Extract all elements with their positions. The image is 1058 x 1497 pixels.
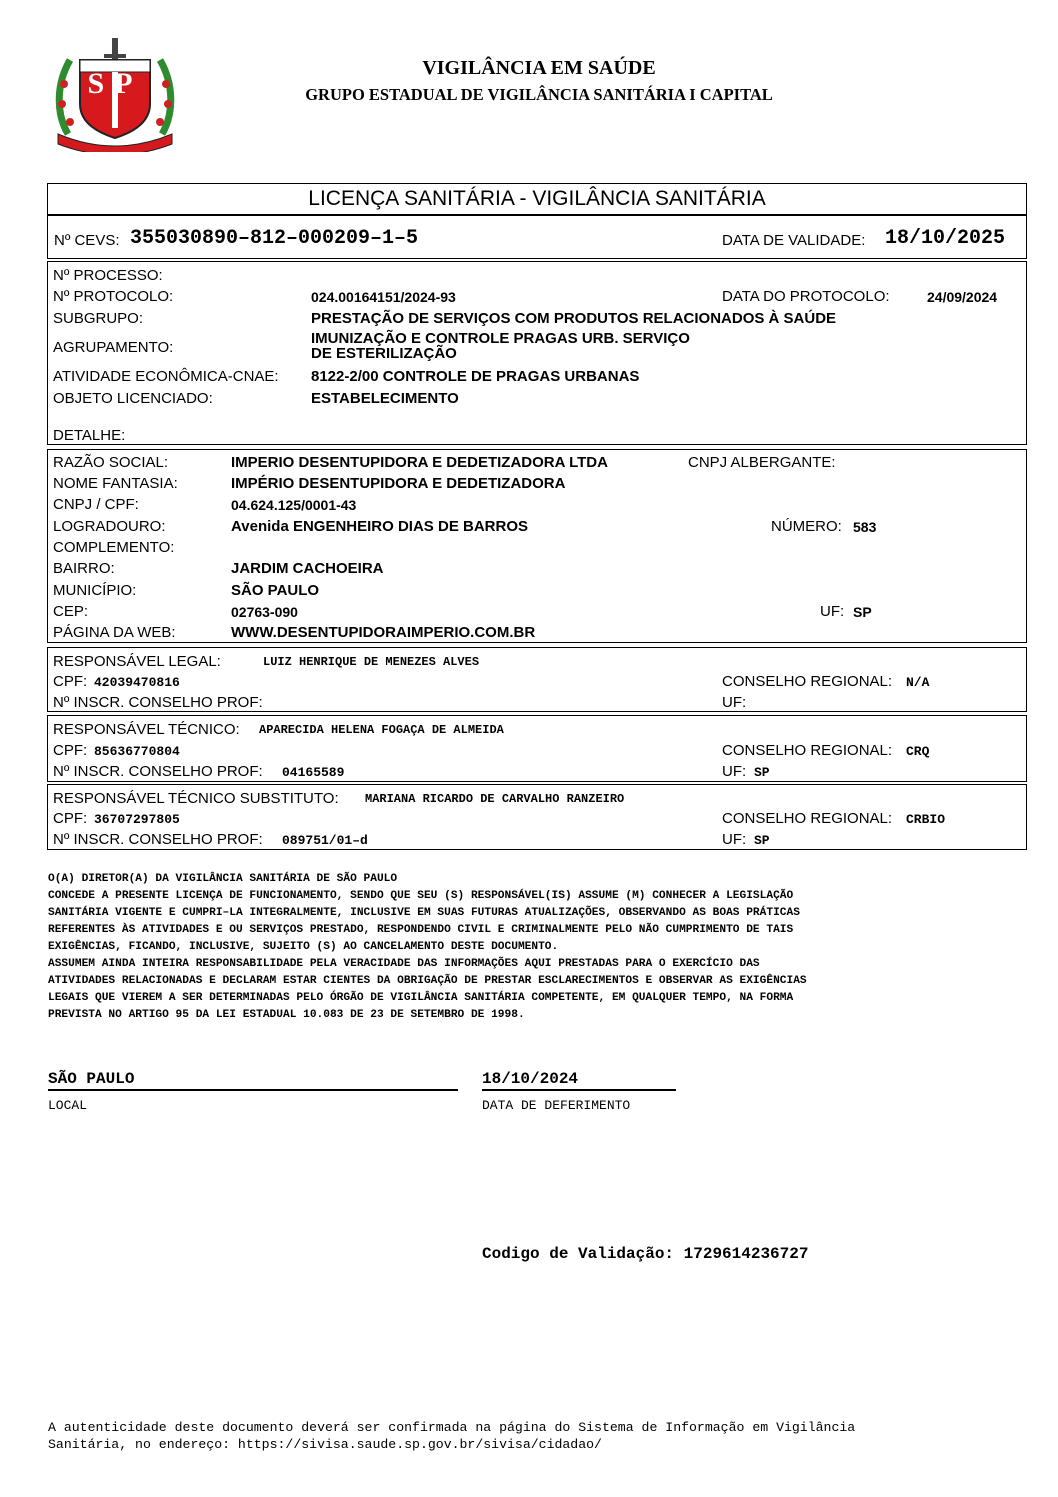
cnpj-albergante-label: CNPJ ALBERGANTE: [688, 454, 836, 471]
legal-label: RESPONSÁVEL LEGAL: [53, 653, 221, 670]
notice-line: O(A) DIRETOR(A) DA VIGILÂNCIA SANITÁRIA DE SÃO PAULO [48, 873, 398, 885]
footer-line-2: Sanitária, no endereço: https://sivisa.saude.sp.gov.br/sivisa/cidadao/ [48, 1437, 602, 1452]
technical-cpf: 85636770804 [94, 744, 180, 759]
agrupamento-line2: DE ESTERILIZAÇÃO [311, 345, 457, 362]
subgrupo-label: SUBGRUPO: [53, 310, 144, 327]
process-box [47, 261, 1027, 445]
notice-line: SANITÁRIA VIGENTE E CUMPRI–LA INTEGRALMENTE, INCLUSIVE EM SUAS FUTURAS ATUALIZAÇÕES, OBSERVANDO AS BOAS PRÁTICAS [48, 907, 800, 919]
company-box [47, 449, 1027, 643]
notice-line: EXIGÊNCIAS, FICANDO, INCLUSIVE, SUJEITO (S) AO CANCELAMENTO DESTE DOCUMENTO. [48, 941, 559, 953]
complemento-label: COMPLEMENTO: [53, 539, 175, 556]
legal-conselho: N/A [906, 675, 930, 690]
bairro-value: JARDIM CACHOEIRA [231, 560, 384, 577]
technical-conselho: CRQ [906, 744, 930, 759]
technical-name: APARECIDA HELENA FOGAÇA DE ALMEIDA [259, 723, 504, 737]
legal-inscr-label: Nº INSCR. CONSELHO PROF: [53, 694, 263, 711]
detalhe-label: DETALHE: [53, 427, 126, 444]
cevs-number: 355030890–812–000209–1–5 [130, 227, 419, 250]
substitute-label: RESPONSÁVEL TÉCNICO SUBSTITUTO: [53, 790, 339, 807]
local-label: LOCAL [48, 1098, 88, 1113]
substitute-name: MARIANA RICARDO DE CARVALHO RANZEIRO [365, 792, 625, 806]
legal-conselho-label: CONSELHO REGIONAL: [722, 673, 893, 690]
legal-cpf-label: CPF: [53, 673, 88, 690]
cnpj-label: CNPJ / CPF: [53, 496, 139, 513]
technical-uf: SP [754, 765, 770, 780]
logradouro-value: Avenida ENGENHEIRO DIAS DE BARROS [231, 518, 528, 535]
cnae-label: ATIVIDADE ECONÔMICA-CNAE: [53, 368, 279, 385]
technical-label: RESPONSÁVEL TÉCNICO: [53, 721, 240, 738]
header-subtitle: GRUPO ESTADUAL DE VIGILÂNCIA SANITÁRIA I CAPITAL [305, 85, 773, 104]
notice-line: ASSUMEM AINDA INTEIRA RESPONSABILIDADE PELA VERACIDADE DAS INFORMAÇÕES AQUI PRESTADAS PARA O EXERCÍCIO DAS [48, 958, 760, 970]
date-label: DATA DE DEFERIMENTO [482, 1098, 631, 1113]
processo-label: Nº PROCESSO: [53, 267, 163, 284]
razao-value: IMPERIO DESENTUPIDORA E DEDETIZADORA LTDA [231, 454, 608, 471]
technical-uf-label: UF: [722, 763, 747, 780]
substitute-conselho-label: CONSELHO REGIONAL: [722, 810, 893, 827]
substitute-cpf: 36707297805 [94, 812, 180, 827]
cep-label: CEP: [53, 603, 89, 620]
sp-state-coat-of-arms-logo [50, 34, 180, 152]
emblem-letters: SP [87, 67, 143, 100]
legal-cpf: 42039470816 [94, 675, 180, 690]
notice-line: CONCEDE A PRESENTE LICENÇA DE FUNCIONAMENTO, SENDO QUE SEU (S) RESPONSÁVEL(IS) ASSUME (M) CONHECER A LEGISLAÇÃO [48, 890, 794, 902]
substitute-inscr-label: Nº INSCR. CONSELHO PROF: [53, 831, 263, 848]
validity-label: DATA DE VALIDADE: [722, 232, 866, 249]
protocolo-value: 024.00164151/2024-93 [311, 289, 456, 305]
logradouro-label: LOGRADOURO: [53, 518, 166, 535]
local-value: SÃO PAULO [48, 1070, 135, 1088]
substitute-cpf-label: CPF: [53, 810, 88, 827]
web-label: PÁGINA DA WEB: [53, 624, 176, 641]
substitute-responsible-box [47, 784, 1027, 850]
notice-line: LEGAIS QUE VIEREM A SER DETERMINADAS PELO ÓRGÃO DE VIGILÂNCIA SANITÁRIA COMPETENTE, EM QUALQUER TEMPO, NA FORMA [48, 992, 794, 1004]
agrupamento-line1: IMUNIZAÇÃO E CONTROLE PRAGAS URB. SERVIÇO [311, 330, 690, 347]
objeto-label: OBJETO LICENCIADO: [53, 390, 213, 407]
uf-value: SP [853, 604, 872, 620]
substitute-conselho: CRBIO [906, 812, 946, 827]
subgrupo-value: PRESTAÇÃO DE SERVIÇOS COM PRODUTOS RELACIONADOS À SAÚDE [311, 310, 837, 327]
notice-line: PREVISTA NO ARTIGO 95 DA LEI ESTADUAL 10.083 DE 23 DE SETEMBRO DE 1998. [48, 1009, 525, 1021]
validity-date: 18/10/2025 [885, 227, 1006, 250]
municipio-label: MUNICÍPIO: [53, 582, 137, 599]
technical-conselho-label: CONSELHO REGIONAL: [722, 742, 893, 759]
objeto-value: ESTABELECIMENTO [311, 390, 459, 407]
cep-value: 02763-090 [231, 604, 298, 620]
municipio-value: SÃO PAULO [231, 582, 320, 599]
cnpj-value: 04.624.125/0001-43 [231, 497, 357, 513]
notice-line: REFERENTES ÀS ATIVIDADES E OU SERVIÇOS PRESTADO, RESPONDENDO CIVIL E CRIMINALMENTE PELO NÃO CUMPRIMENTO DE TAIS [48, 924, 794, 936]
header-title: VIGILÂNCIA EM SAÚDE [422, 57, 656, 79]
data-protocolo-label: DATA DO PROTOCOLO: [722, 288, 890, 305]
fantasia-value: IMPÉRIO DESENTUPIDORA E DEDETIZADORA [231, 475, 566, 492]
technical-cpf-label: CPF: [53, 742, 88, 759]
date-underline [482, 1089, 676, 1091]
date-value: 18/10/2024 [482, 1070, 579, 1088]
technical-responsible-box [47, 715, 1027, 782]
cnae-value: 8122-2/00 CONTROLE DE PRAGAS URBANAS [311, 368, 640, 385]
license-title: LICENÇA SANITÁRIA - VIGILÂNCIA SANITÁRIA [308, 187, 766, 210]
legal-notice [48, 871, 1028, 1024]
cevs-box [47, 215, 1027, 259]
validation-code: Codigo de Validação: 1729614236727 [482, 1245, 809, 1263]
legal-responsible-box [47, 647, 1027, 712]
legal-uf-label: UF: [722, 694, 747, 711]
technical-inscr: 04165589 [282, 765, 345, 780]
technical-inscr-label: Nº INSCR. CONSELHO PROF: [53, 763, 263, 780]
legal-name: LUIZ HENRIQUE DE MENEZES ALVES [263, 655, 480, 669]
substitute-uf-label: UF: [722, 831, 747, 848]
substitute-uf: SP [754, 833, 770, 848]
uf-label: UF: [820, 603, 845, 620]
local-underline [48, 1089, 458, 1091]
data-protocolo-value: 24/09/2024 [927, 289, 998, 305]
numero-label: NÚMERO: [771, 518, 842, 535]
fantasia-label: NOME FANTASIA: [53, 475, 178, 492]
substitute-inscr: 089751/01–d [282, 833, 368, 848]
web-value: WWW.DESENTUPIDORAIMPERIO.COM.BR [231, 624, 536, 641]
agrupamento-label: AGRUPAMENTO: [53, 339, 174, 356]
footer-line-1: A autenticidade deste documento deverá ser confirmada na página do Sistema de Informação em Vigilância [48, 1420, 856, 1435]
license-title-box [47, 183, 1027, 215]
bairro-label: BAIRRO: [53, 560, 115, 577]
cevs-label: Nº CEVS: [54, 232, 120, 249]
protocolo-label: Nº PROTOCOLO: [53, 288, 174, 305]
razao-label: RAZÃO SOCIAL: [53, 454, 169, 471]
numero-value: 583 [853, 519, 877, 535]
notice-line: ATIVIDADES RELACIONADAS E DECLARAM ESTAR CIENTES DA OBRIGAÇÃO DE PRESTAR ESCLARECIMENTOS E OBSERVAR AS EXIGÊNCIAS [48, 975, 807, 987]
